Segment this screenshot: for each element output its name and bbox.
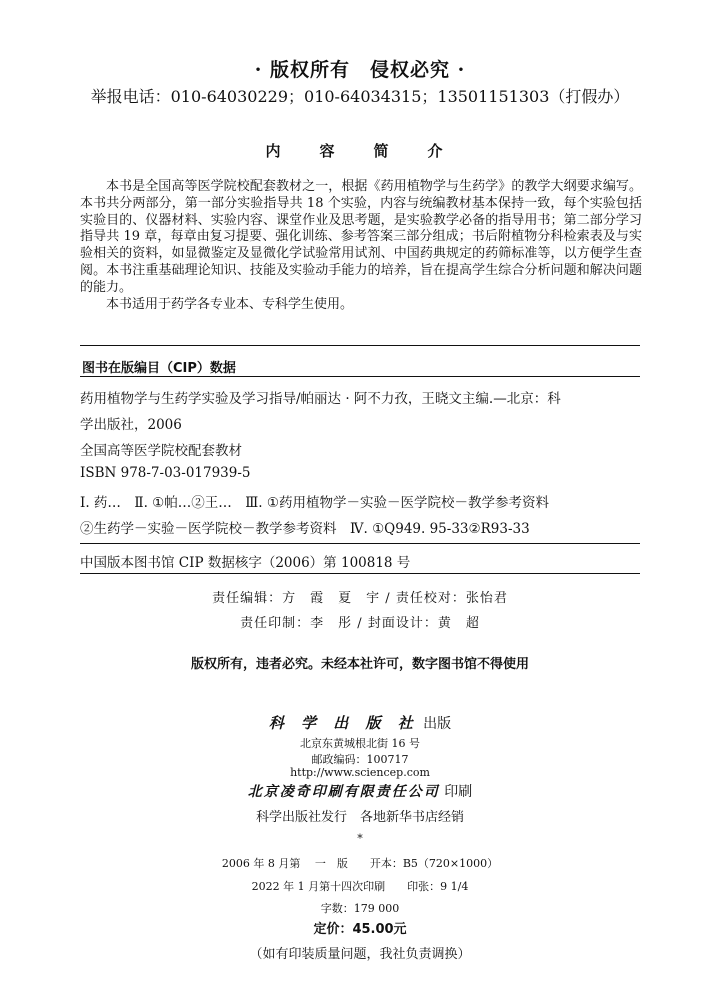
distribution: 科学出版社发行 各地新华书店经销 <box>255 810 464 825</box>
copyright-title: · 版权所有 侵权必究 · <box>254 59 466 81</box>
cip-inner-rule <box>80 543 640 544</box>
summary-heading: 内 容 简 介 <box>265 142 455 160</box>
cip-title-rule <box>80 376 640 377</box>
separator-asterisk: * <box>357 832 363 845</box>
quality-note: （如有印装质量问题，我社负责调换） <box>249 947 471 962</box>
printer-suffix: 印刷 <box>439 784 473 800</box>
cip-isbn: ISBN 978-7-03-017939-5 <box>80 465 251 481</box>
cip-line-5: Ⅰ. 药… Ⅱ. ①帕…②王… Ⅲ. ①药用植物学－实验－医学院校－教学参考资料 <box>80 495 549 511</box>
cip-line-3: 全国高等医学院校配套教材 <box>80 443 242 459</box>
price: 定价：45.00元 <box>313 922 407 937</box>
cip-title: 图书在版编目（CIP）数据 <box>82 361 236 376</box>
word-count: 字数：179 000 <box>320 902 400 915</box>
summary-text <box>80 179 642 313</box>
printer-line <box>0 781 720 801</box>
summary-paragraph-2: 本书适用于药学各专业本、专科学生使用。 <box>106 296 354 312</box>
edition-line-1: 2006 年 8 月第 一 版 开本：B5（720×1000） <box>221 857 499 870</box>
publisher-url: http://www.sciencep.com <box>290 766 430 779</box>
usage-notice: 版权所有，违者必究。未经本社许可，数字图书馆不得使用 <box>190 657 529 672</box>
publisher-suffix: 出版 <box>418 716 452 732</box>
report-hotline: 举报电话：010-64030229；010-64034315；13501151303（打假办） <box>90 87 630 106</box>
publisher-address: 北京东黄城根北街 16 号 <box>300 737 420 750</box>
credits-line-1: 责任编辑：方 霞 夏 宇 / 责任校对：张怡君 <box>212 591 508 606</box>
cip-line-1: 药用植物学与生药学实验及学习指导/帕丽达 · 阿不力孜，王晓文主编.—北京：科 <box>80 391 561 407</box>
publisher-line <box>0 712 720 733</box>
cip-data-number: 中国版本图书馆 CIP 数据核字（2006）第 100818 号 <box>80 555 411 571</box>
printer-name: 北京凌奇印刷有限责任公司 <box>247 784 440 800</box>
cip-line-2: 学出版社，2006 <box>80 417 182 433</box>
summary-paragraph-1: 本书是全国高等医学院校配套教材之一，根据《药用植物学与生药学》的教学大纲要求编写。本书共分两部分，第一部分实验指导共 18 个实验，内容与统编教材基本保持一致，每个实验包括实验目的、仪器材料、实验内容、课堂作业及思考题，是实验教学必备的指导用书；第二部分学习指导共 19 章，每章由复习提要、强化训练、参考答案三部分组成；书后附植物分科检索表及与实验相关的资料，如显微鉴定及显微化学试验常用试剂、中国药典规定的药筛标准等，以方便学生查阅。本书注重基础理论知识、技能及实验动手能力的培养，旨在提高学生综合分析问题和解决问题的能力。 <box>80 179 642 295</box>
cip-top-rule <box>80 345 640 346</box>
edition-line-2: 2022 年 1 月第十四次印刷 印张：9 1/4 <box>251 880 469 893</box>
publisher-postcode: 邮政编码：100717 <box>311 753 409 766</box>
cip-line-6: ②生药学－实验－医学院校－教学参考资料 Ⅳ. ①Q949. 95-33②R93-33 <box>80 521 530 537</box>
publisher-name: 科 学 出 版 社 <box>268 714 419 732</box>
credits-line-2: 责任印制：李 彤 / 封面设计：黄 超 <box>240 616 480 631</box>
cip-bottom-rule <box>80 573 640 574</box>
